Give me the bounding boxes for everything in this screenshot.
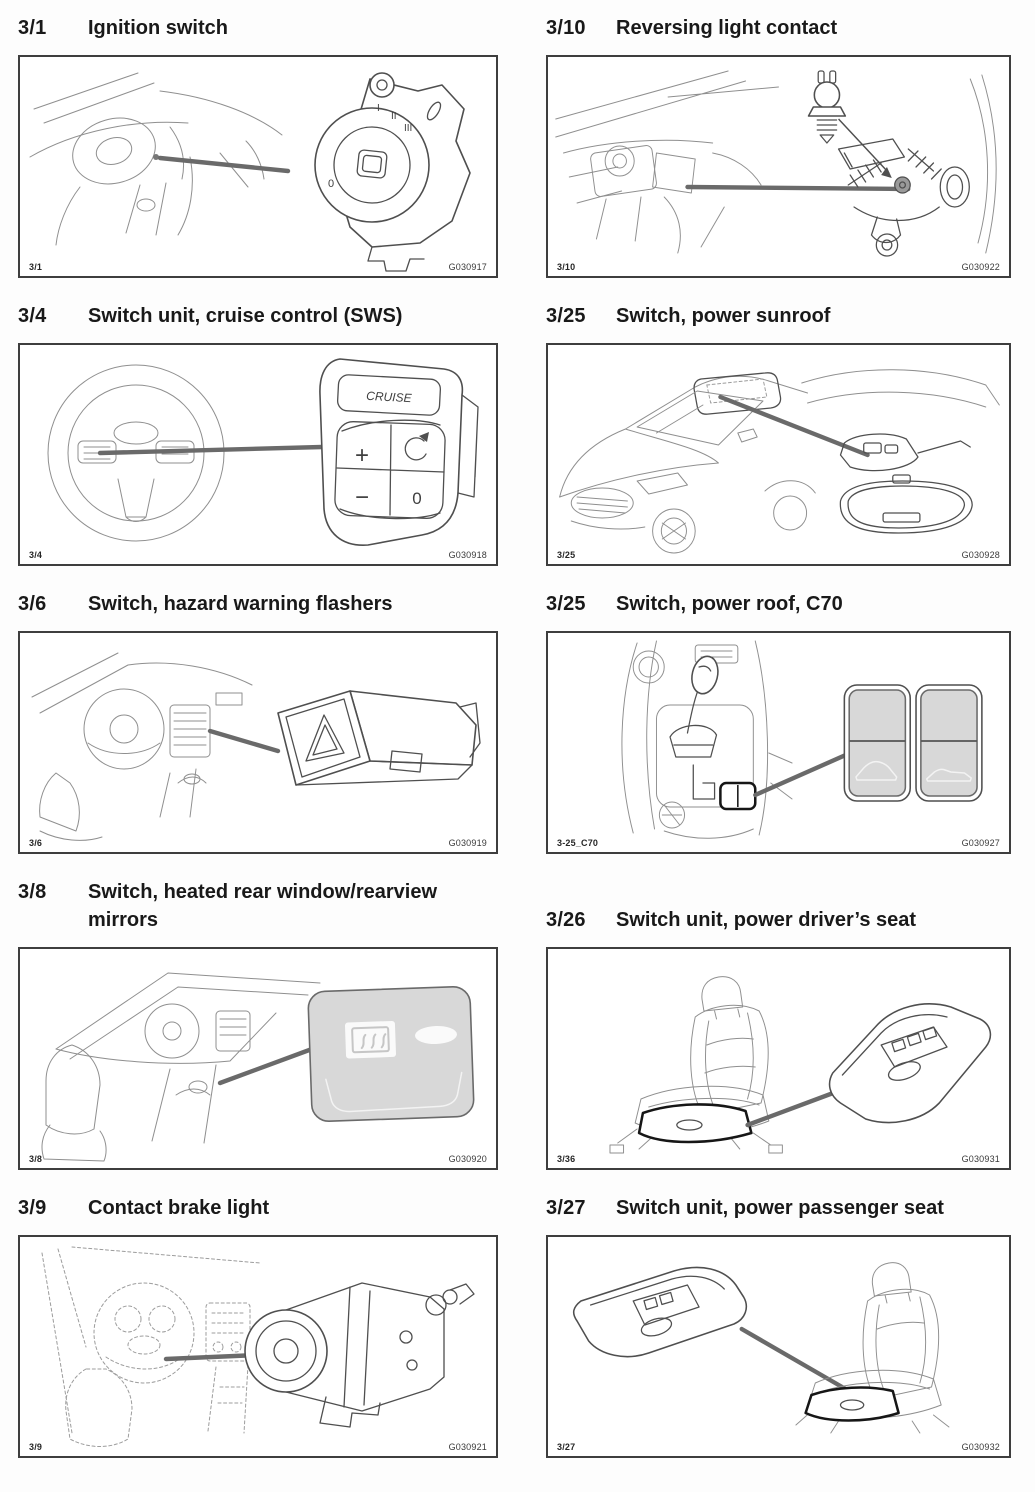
- cruise-label: CRUISE: [365, 388, 412, 406]
- passenger-seat-drawing: [548, 1237, 1009, 1456]
- seat-switch-panel: [830, 1004, 991, 1123]
- section-heading: [18, 14, 498, 42]
- section-title: Contact brake light: [88, 1197, 270, 1219]
- brake-contact-component: [245, 1283, 474, 1427]
- center-console-sketch: [622, 641, 792, 838]
- cruise-zero: 0: [412, 489, 422, 508]
- figure-label: 3/8: [29, 1154, 43, 1164]
- leader-line: [220, 1049, 312, 1083]
- power-roof-drawing: [548, 633, 1009, 852]
- section-title: Switch unit, power passenger seat: [616, 1197, 944, 1219]
- section-ref: 3/6: [18, 593, 47, 615]
- figure-code: G030932: [961, 1442, 1000, 1452]
- figure-code: G030922: [961, 262, 1000, 272]
- figure-label: 3/9: [29, 1442, 43, 1452]
- seat-trim-highlight: [639, 1104, 751, 1142]
- section-heading: [546, 906, 1011, 934]
- roof-rocker-switches: [844, 685, 982, 801]
- leader-line: [166, 1355, 258, 1359]
- driver-seat-drawing: [548, 949, 1009, 1168]
- section-heading: [18, 302, 498, 330]
- seat-sketch: [796, 1263, 949, 1433]
- section-heading: [18, 878, 498, 934]
- section-heading: [18, 1194, 498, 1222]
- leader-line: [755, 753, 850, 795]
- section-title: Switch, heated rear window/rearview mirrors: [88, 881, 438, 931]
- panel-ignition-switch: [18, 14, 498, 278]
- section-ref: 3/4: [18, 305, 47, 327]
- leader-line: [160, 158, 288, 171]
- panel-hazard-flashers: [18, 590, 498, 854]
- figure-box: [546, 343, 1011, 566]
- figure-label: 3-25_C70: [557, 838, 599, 848]
- ignition-mark-I: I: [377, 103, 380, 114]
- figure-code: G030918: [448, 550, 487, 560]
- panel-heated-rear-window: [18, 878, 498, 1170]
- figure-label: 3/1: [29, 262, 43, 272]
- leader-line: [687, 187, 908, 189]
- cruise-plus: +: [354, 442, 370, 469]
- panel-cruise-control: [18, 302, 498, 566]
- power-sunroof-drawing: [548, 345, 1009, 564]
- figure-code: G030917: [448, 262, 487, 272]
- location-arrow: [839, 119, 889, 173]
- figure-label: 3/25: [557, 550, 576, 560]
- figure-box: [546, 947, 1011, 1170]
- ignition-switch-drawing: [20, 57, 496, 276]
- section-ref: 3/9: [18, 1197, 47, 1219]
- figure-label: 3/36: [557, 1154, 576, 1164]
- figure-code: G030920: [448, 1154, 487, 1164]
- section-ref: 3/25: [546, 593, 586, 615]
- section-heading: [546, 1194, 1011, 1222]
- heated-rear-window-drawing: [20, 949, 496, 1168]
- seat-trim-highlight: [806, 1388, 899, 1421]
- section-ref: 3/27: [546, 1197, 586, 1219]
- hazard-switch-drawing: [20, 633, 496, 852]
- figure-label: 3/4: [29, 550, 43, 560]
- reversing-light-drawing: [548, 57, 1009, 276]
- section-heading: [546, 590, 1011, 618]
- dashboard-dashed-sketch: [42, 1247, 260, 1447]
- section-ref: 3/8: [18, 881, 47, 903]
- reversing-contact-component: [809, 71, 997, 256]
- seat-switch-panel: [574, 1267, 747, 1356]
- section-title: Reversing light contact: [616, 17, 838, 39]
- section-title: Ignition switch: [88, 17, 228, 39]
- leader-line: [100, 447, 322, 453]
- panel-power-sunroof: [546, 302, 1011, 566]
- seat-sketch: [610, 977, 782, 1153]
- dashboard-sketch: [42, 973, 320, 1161]
- section-heading: [546, 302, 1011, 330]
- section-ref: 3/1: [18, 17, 47, 39]
- section-ref: 3/25: [546, 305, 586, 327]
- panel-reversing-light-contact: [546, 14, 1011, 278]
- figure-box: [546, 631, 1011, 854]
- ignition-mark-III: III: [404, 123, 413, 134]
- dashboard-sketch: [30, 73, 282, 245]
- panel-passenger-seat-switch: [546, 1194, 1011, 1458]
- figure-label: 3/6: [29, 838, 43, 848]
- section-title: Switch, power sunroof: [616, 305, 831, 327]
- figure-label: 3/27: [557, 1442, 576, 1452]
- leader-line: [720, 397, 867, 455]
- panel-driver-seat-switch: [546, 906, 1011, 1170]
- figure-label: 3/10: [557, 262, 576, 272]
- panel-brake-light-contact: [18, 1194, 498, 1458]
- leader-line: [210, 731, 278, 751]
- hazard-switch-component: [278, 691, 480, 785]
- leader-line: [748, 1091, 839, 1125]
- figure-box: [18, 55, 498, 278]
- ignition-switch-component: [315, 73, 470, 271]
- figure-box: [18, 343, 498, 566]
- figure-code: G030931: [961, 1154, 1000, 1164]
- heated-window-button: [308, 986, 474, 1122]
- overhead-console-component: [802, 370, 1000, 533]
- figure-code: G030921: [448, 1442, 487, 1452]
- figure-code: G030928: [961, 550, 1000, 560]
- section-title: Switch unit, power driver’s seat: [616, 909, 917, 931]
- figure-box: [546, 1235, 1011, 1458]
- defrost-icon: [345, 1021, 396, 1059]
- car-sketch: [560, 373, 816, 553]
- leader-line: [742, 1329, 856, 1395]
- ignition-mark-0: 0: [328, 178, 335, 190]
- section-ref: 3/10: [546, 17, 586, 39]
- section-title: Switch, power roof, C70: [616, 593, 843, 615]
- section-ref: 3/26: [546, 909, 586, 931]
- cruise-control-drawing: [20, 345, 496, 564]
- figure-box: [18, 1235, 498, 1458]
- figure-box: [18, 631, 498, 854]
- figure-box: [546, 55, 1011, 278]
- engine-bay-sketch: [556, 71, 779, 253]
- figure-box: [18, 947, 498, 1170]
- section-title: Switch, hazard warning flashers: [88, 593, 393, 615]
- figure-code: G030927: [961, 838, 1000, 848]
- figure-code: G030919: [448, 838, 487, 848]
- brake-light-drawing: [20, 1237, 496, 1456]
- ignition-mark-II: II: [391, 111, 397, 122]
- cruise-pad-component: [320, 359, 478, 545]
- section-heading: [546, 14, 1011, 42]
- section-title: Switch unit, cruise control (SWS): [88, 305, 403, 327]
- dashboard-sketch: [32, 653, 252, 840]
- cruise-minus: −: [354, 484, 370, 511]
- section-heading: [18, 590, 498, 618]
- panel-power-roof-c70: [546, 590, 1011, 854]
- rearview-mirror: [840, 475, 972, 533]
